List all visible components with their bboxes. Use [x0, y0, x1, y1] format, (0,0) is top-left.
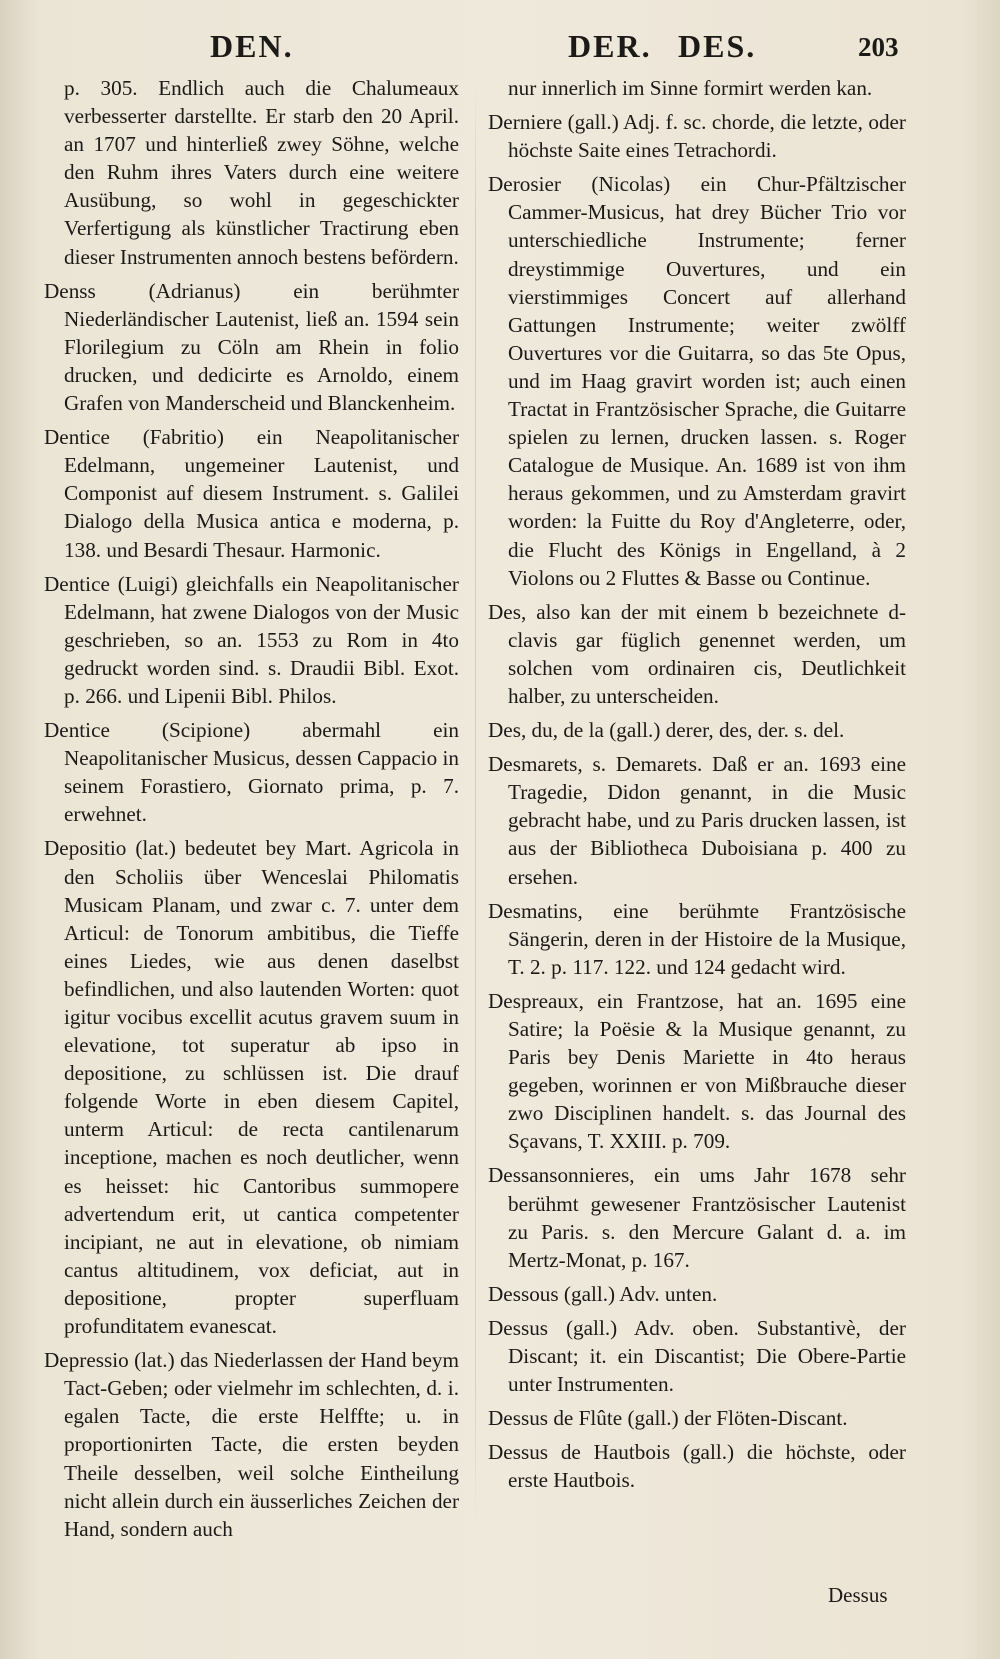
entry-dentice-scipione: Dentice (Scipione) abermahl ein Neapolitanischer Musicus, dessen Cappacio in seinem Forastiero, Giornato prima, p. 7. erwehnet. — [44, 718, 459, 827]
entry-dessus: Dessus (gall.) Adv. oben. Substantivè, der Discant; it. ein Discantist; Die Obere-Partie unter Instrumenten. — [488, 1315, 906, 1397]
entry-des: Des, also kan der mit einem b bezeichnete d-clavis gar füglich genennet werden, um solchen vom ordinairen cis, Deutlichkeit halber, zu unterscheiden. — [488, 599, 906, 708]
entry-derniere: Derniere (gall.) Adj. f. sc. chorde, die letzte, oder höchste Saite eines Tetrachordi. — [488, 110, 906, 163]
entry-dessous: Dessous (gall.) Adv. unten. — [488, 1281, 718, 1306]
entry-des-du-de-la: Des, du, de la (gall.) derer, des, der. s. del. — [488, 718, 845, 743]
right-column — [488, 74, 906, 1501]
entry-dessus-de-flute: Dessus de Flûte (gall.) der Flöten-Discant. — [488, 1406, 848, 1431]
entry-desmatins: Desmatins, eine berühmte Frantzösische Sängerin, deren in der Histoire de la Musique, T. 2. p. 117. 122. und 124 gedacht wird. — [488, 898, 906, 979]
entry-continuation-right: nur innerlich im Sinne formirt werden kan. — [508, 76, 873, 100]
entry-dessus-de-hautbois: Dessus de Hautbois (gall.) die höchste, oder erste Hautbois. — [488, 1440, 906, 1493]
page-number: 203 — [858, 32, 899, 62]
header-left-guideword: DEN. — [210, 28, 294, 64]
catchword: Dessus — [828, 1583, 888, 1607]
header-right-guideword-2: DES. — [678, 28, 757, 64]
entry-derosier: Derosier (Nicolas) ein Chur-Pfältzischer Cammer-Musicus, hat drey Bücher Trio vor unterschiedliche Instrumente; ferner dreystimmige Ouvertures, und ein vierstimmiges Concert auf allerhand Gattungen Instrumente; weiter zwölff Ouvertures vor die Guitarra, so das 5te Opus, und im Haag gravirt worden ist; auch einen Tractat in Frantzösischer Sprache, die Guitarre spielen zu lernen, drucken lassen. s. Roger Catalogue de Musique. An. 1689 ist von ihm heraus gekommen, und zu Amsterdam gravirt worden: la Fuitte du Roy d'Angleterre, oder, die Flucht des Königs in Engelland, à 2 Violons ou 2 Fluttes & Basse ou Continue. — [488, 172, 906, 590]
entry-despreaux: Despreaux, ein Frantzose, hat an. 1695 eine Satire; la Poësie & la Musique genannt, zu Paris bey Denis Mariette in 4to heraus gegeben, worinnen er von Mißbrauche dieser zwo Disciplinen handelt. s. das Journal des Sçavans, T. XXIII. p. 709. — [488, 988, 906, 1154]
entry-continuation: p. 305. Endlich auch die Chalumeaux verbesserter darstellte. Er starb den 20 April. an 1707 und hinterließ zwey Söhne, welche den Ruhm ihres Vaters durch eine weitere Ausübung, so wohl in gegeschickter Verfertigung als künstlicher Tractirung eben dieser Instrumenten annoch bestens befördern. — [64, 76, 459, 269]
header-right-guideword-1: DER. — [568, 28, 652, 64]
column-divider — [475, 80, 476, 1530]
entry-depressio: Depressio (lat.) das Niederlassen der Hand beym Tact-Geben; oder vielmehr im schlechten, d. i. egalen Tacte, die erste Helffte; u. in proportionirten Tacte, die ersten beyden Theile desselben, weil solche Eintheilung nicht allein durch ein äusserliches Zeichen der Hand, sondern auch — [44, 1348, 459, 1541]
entry-denss: Denss (Adrianus) ein berühmter Niederländischer Lautenist, ließ an. 1594 sein Florilegium zu Cöln am Rhein in folio drucken, und dedicirte es Arnoldo, einem Grafen von Manderscheid und Blanckenheim. — [44, 278, 459, 416]
entry-dentice-fabritio: Dentice (Fabritio) ein Neapolitanischer Edelmann, ungemeiner Lautenist, und Componist auf diesem Instrument. s. Galilei Dialogo della Musica antica e moderna, p. 138. und Besardi Thesaur. Harmonic. — [44, 425, 459, 562]
entry-depositio: Depositio (lat.) bedeutet bey Mart. Agricola in den Scholiis über Wenceslai Philomatis Musicam Planam, und zwar c. 7. unter dem Articul: de Tonorum ambitibus, die Tieffe eines Liedes, wie aus denen daselbst befindlichen, und also lautenden Worten: quot igitur vocibus excellit acutus gravem suum in elevatione, tot superatur ab ipso in depositione, zu schlüssen ist. Die drauf folgende Worte in eben diesem Capitel, unterm Articul: de recta cantilenarum inceptione, machen es noch deutlicher, wenn es heisset: hic Cantoribus summopere advertendum erit, ut cantica competenter incipiant, ne aut in elevatione, ob nimiam cantus altitudinem, vox deficiat, aut in depositione, propter superfluam profunditatem evanescat. — [44, 836, 459, 1339]
entry-desmarets: Desmarets, s. Demarets. Daß er an. 1693 eine Tragedie, Didon genannt, in die Music gebracht habe, und zu Paris drucken lassen, ist aus der Bibliotheca Duboisiana p. 400 zu ersehen. — [488, 752, 906, 889]
entry-dessansonnieres: Dessansonnieres, ein ums Jahr 1678 sehr berühmt gewesener Frantzösischer Lautenist zu Paris. s. den Mercure Galant d. a. im Mertz-Monat, p. 167. — [488, 1163, 906, 1272]
running-header — [0, 22, 1000, 72]
left-column — [44, 74, 459, 1549]
entry-dentice-luigi: Dentice (Luigi) gleichfalls ein Neapolitanischer Edelmann, hat zwene Dialogos von der Music geschrieben, so an. 1553 zu Rom in 4to gedruckt worden sind. s. Draudii Bibl. Exot. p. 266. und Lipenii Bibl. Philos. — [44, 571, 459, 708]
